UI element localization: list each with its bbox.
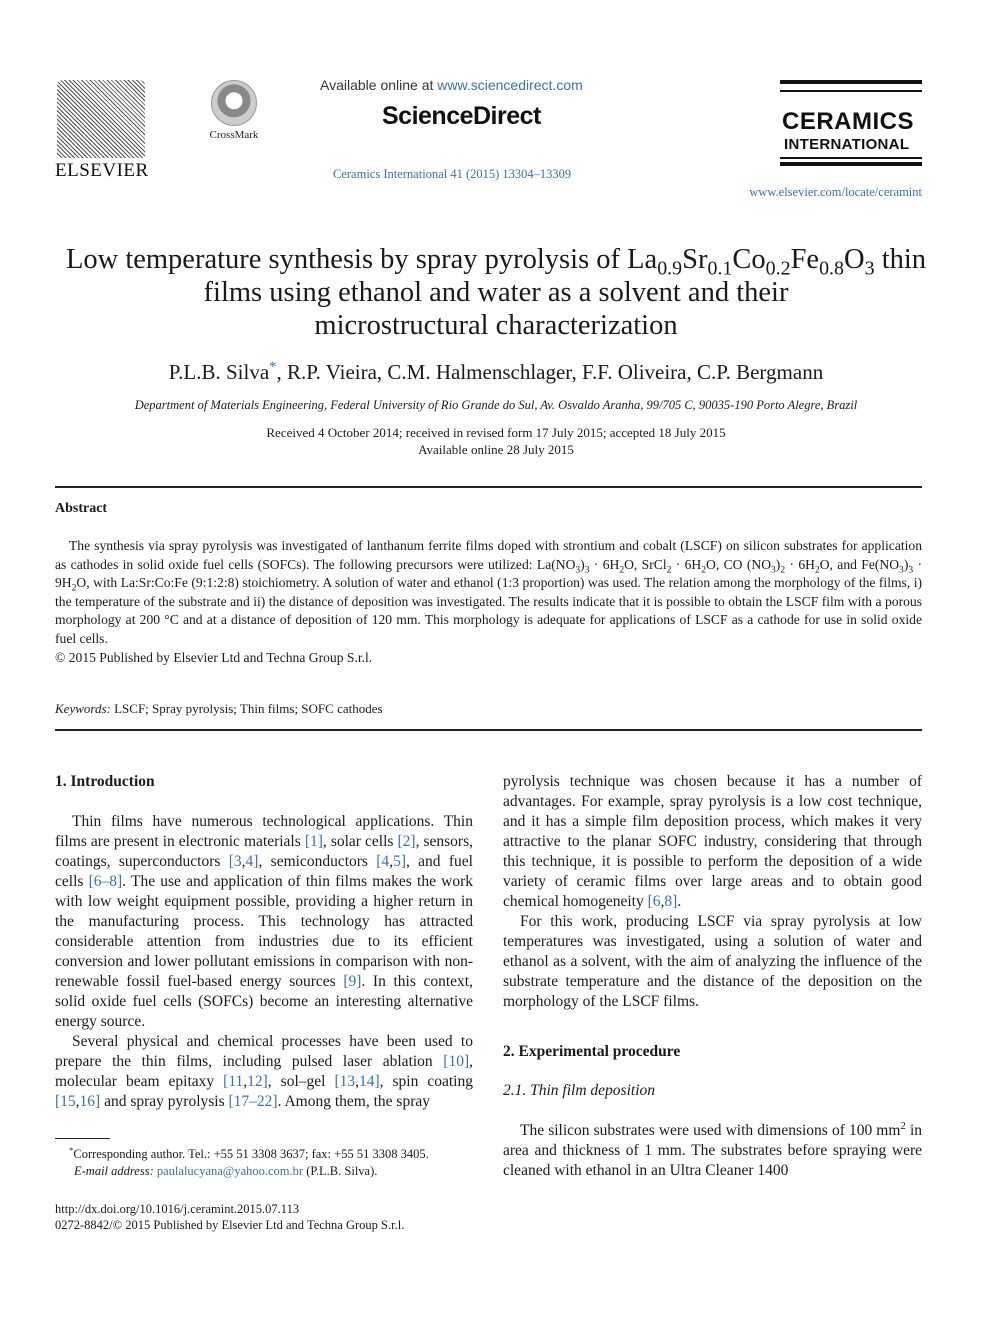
keywords: [55, 701, 383, 717]
received-dates: Received 4 October 2014; received in revised form 17 July 2015; accepted 18 July 2015: [266, 425, 726, 440]
experimental-paragraph-1: The silicon substrates were used with dimensions of 100 $mm^2$ in area and thickness of 1 mm. The substrates before spraying were cleaned with ethanol in an Ultra Cleaner 1400: [503, 1119, 922, 1179]
citation-link[interactable]: [13: [334, 1073, 356, 1090]
available-online: [320, 77, 583, 93]
citation-link[interactable]: [6–8]: [88, 873, 123, 890]
right-column: [503, 772, 922, 1181]
abstract-paragraph: The synthesis via spray pyrolysis was investigated of lanthanum ferrite films doped with strontium and cobalt (LSCF) on silicon substrates for application as cathodes in solid oxide fuel cells (SOFCs). The following precursors were utilized: $La(NO_3)_3 \cdot 6H_2O$, SrCl$_2$ · $6H_2O$, CO $(NO_3)_2 \cdot 6H_2O$, and $Fe(NO_3)_3 \cdot 9H_2O$, with La:Sr:Co:Fe (9:1:2:8) stoichiometry. A solution of water and ethanol (1:3 proportion) was used. The relation among the morphology of the films, i) the temperature of the substrate and ii) the distance of deposition was investigated. The results indicate that it is possible to obtain the LSCF film with a porous morphology at 200 °C and at a distance of deposition of 120 mm. This morphology is adequate for applications of LSCF as a cathode for use in solid oxide fuel cells.: [55, 538, 922, 646]
divider: [55, 486, 922, 488]
authors-rest: , R.P. Vieira, C.M. Halmenschlager, F.F. Oliveira, C.P. Bergmann: [276, 360, 824, 384]
intro-paragraph-3: pyrolysis technique was chosen because it has a number of advantages. For example, spray pyrolysis is a low cost technique, and it has a simple film deposition process, which makes it very attractive to the planar SOFC industry, considering that through this technique, it is possible to perform the deposition of a wide variety of ceramic films over large areas and to obtain good chemical homogeneity [6,8].: [503, 773, 922, 910]
citation-link[interactable]: 4]: [245, 853, 259, 870]
journal-logo-subtitle: INTERNATIONAL: [784, 136, 910, 153]
section-heading-introduction: 1. Introduction: [55, 773, 155, 790]
footnote-rule: [55, 1138, 110, 1139]
title-line-3: microstructural characterization: [314, 310, 678, 341]
elsevier-logo: [55, 80, 147, 182]
elsevier-wordmark: ELSEVIER: [55, 160, 149, 181]
citation-link[interactable]: [10]: [443, 1053, 470, 1070]
citation-link[interactable]: [15: [55, 1093, 76, 1110]
available-online-prefix: Available online at: [320, 77, 438, 93]
abstract-heading: Abstract: [55, 501, 108, 516]
doi-block: [55, 1201, 404, 1233]
email-link[interactable]: paulalucyana@yahoo.com.br: [156, 1164, 304, 1178]
citation-link[interactable]: 14]: [358, 1073, 380, 1090]
keywords-value: LSCF; Spray pyrolysis; Thin films; SOFC cathodes: [110, 701, 383, 716]
citation-link[interactable]: [11: [223, 1073, 244, 1090]
available-online-date: Available online 28 July 2015: [418, 442, 574, 457]
citation-link[interactable]: 8]: [664, 893, 678, 910]
doi-link[interactable]: http://dx.doi.org/10.1016/j.ceramint.2015.07.113: [55, 1202, 300, 1216]
title-line-2: films using ethanol and water as a solvent and their: [203, 277, 789, 308]
subsection-heading-thin-film: 2.1. Thin film deposition: [503, 1082, 655, 1099]
divider: [55, 729, 922, 731]
elsevier-tree-icon: [57, 80, 145, 158]
corresponding-author-mark[interactable]: *: [269, 359, 277, 375]
citation-link[interactable]: [17–22]: [228, 1093, 278, 1110]
issn-copyright: 0272-8842/© 2015 Published by Elsevier Ltd and Techna Group S.r.l.: [55, 1218, 405, 1232]
author-first[interactable]: P.L.B. Silva: [168, 360, 270, 384]
journal-logo-rule: [780, 157, 922, 159]
citation-link[interactable]: 12]: [247, 1073, 268, 1090]
citation-link[interactable]: [4: [376, 853, 390, 870]
intro-paragraph-1: Thin films have numerous technological applications. Thin films are present in electronic materials [1], solar cells [2], sensors, coatings, superconductors [3,4], semiconductors [4,5], and fuel cells [6–8]. The use and application of thin films makes the work with low weight equipment possible, providing a higher return in the manufacturing process. This technology has attracted considerable attention from industries due to its efficient conversion and lower pollutant emissions in comparison with non-renewable fossil fuel-based energy sources [9]. In this context, solid oxide fuel cells (SOFCs) become an interesting alternative energy source.: [55, 813, 474, 1030]
author-list: [40, 360, 952, 385]
crossmark-icon: [211, 80, 257, 126]
article-title: [40, 243, 952, 342]
sciencedirect-link[interactable]: www.sciencedirect.com: [437, 77, 583, 93]
abstract-copyright: © 2015 Published by Elsevier Ltd and Techna Group S.r.l.: [55, 649, 373, 665]
citation-link[interactable]: 5]: [393, 853, 406, 870]
title-line-1: Low temperature synthesis by spray pyrolysis of $La_{0.9}Sr_{0.1}Co_{0.2}Fe_{0.8}O_3$ thin: [65, 244, 927, 280]
citation-link[interactable]: 16]: [79, 1093, 101, 1110]
journal-citation[interactable]: Ceramics International 41 (2015) 13304–13309: [333, 167, 572, 181]
left-column: [55, 772, 473, 1112]
corresponding-author-note: *Corresponding author. Tel.: +55 51 3308 3637; fax: +55 51 3308 3405.: [69, 1144, 429, 1161]
citation-link[interactable]: [6: [647, 893, 661, 910]
citation-link[interactable]: [1]: [304, 833, 323, 850]
article-dates: [40, 424, 952, 458]
intro-paragraph-4: For this work, producing LSCF via spray pyrolysis at low temperatures was investigated, using a solution of water and ethanol as a solvent, with the aim of analyzing the influence of the substrate temperature and the distance of the deposition on the morphology of the LSCF films.: [503, 913, 922, 1010]
journal-url-link[interactable]: www.elsevier.com/locate/ceramint: [749, 185, 922, 199]
crossmark-label: CrossMark: [209, 129, 259, 141]
journal-logo-title: CERAMICS: [782, 108, 915, 135]
citation-link[interactable]: [3: [228, 853, 242, 870]
keywords-label: Keywords:: [55, 701, 111, 716]
section-heading-experimental: 2. Experimental procedure: [503, 1043, 681, 1060]
intro-paragraph-2: Several physical and chemical processes have been used to prepare the thin films, including pulsed laser ablation [10], molecular beam epitaxy [11,12], sol–gel [13,14], spin coating [15,16] and spray pyrolysis [17–22]. Among them, the spray: [55, 1033, 473, 1110]
citation-link[interactable]: [9]: [343, 973, 362, 990]
email-note: E-mail address: paulalucyana@yahoo.com.br (P.L.B. Silva).: [74, 1164, 378, 1178]
journal-logo-rule: [780, 162, 922, 166]
crossmark-badge[interactable]: [205, 80, 263, 141]
journal-logo-rule: [780, 80, 922, 84]
abstract-body: [55, 537, 922, 667]
affiliation: Department of Materials Engineering, Federal University of Rio Grande do Sul, Av. Osvaldo Aranha, 99/705 C, 90035-190 Porto Alegre, Brazil: [134, 398, 858, 412]
sciencedirect-logo: ScienceDirect: [382, 102, 541, 130]
footnote: [55, 1146, 485, 1180]
citation-link[interactable]: [2]: [397, 833, 416, 850]
journal-logo-rule: [780, 90, 922, 92]
